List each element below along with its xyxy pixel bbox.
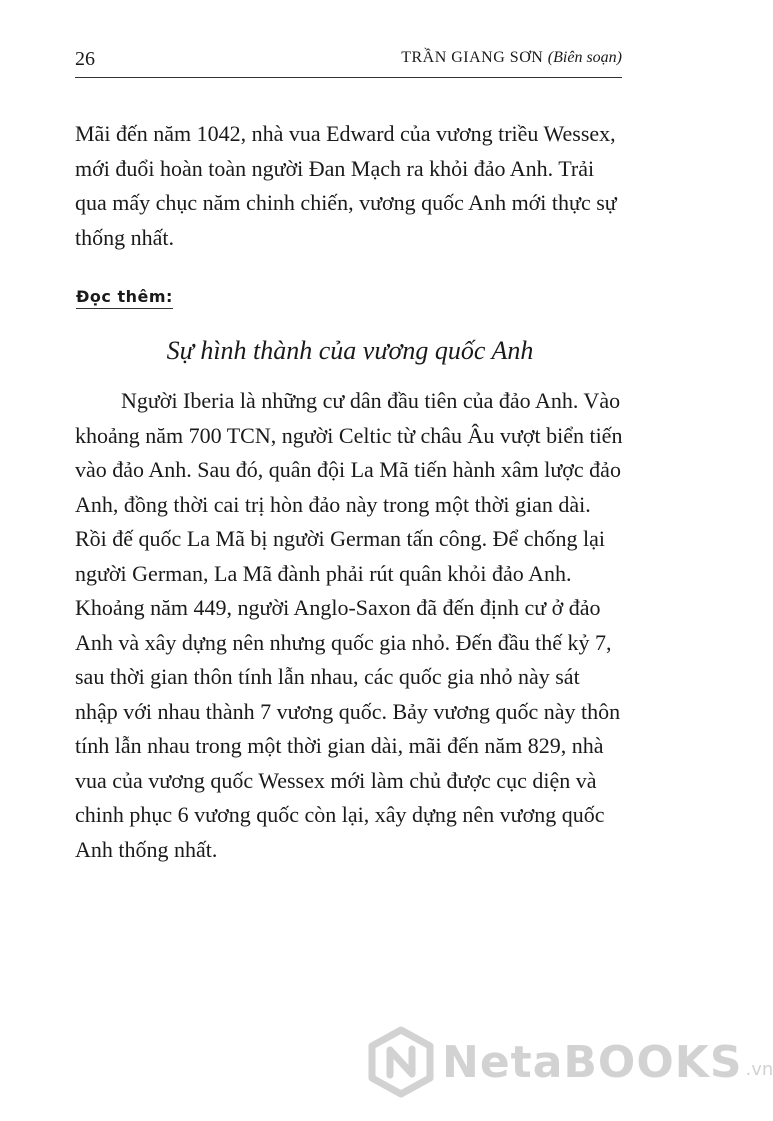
page-number: 26 [75, 48, 95, 70]
further-reading-label: Đọc thêm: [76, 287, 173, 309]
body-paragraph-2: Người Iberia là những cư dân đầu tiên của đảo Anh. Vào khoảng năm 700 TCN, người Celtic từ châu Âu vượt biển tiến vào đảo Anh. Sau đó, quân đội La Mã tiến hành xâm lược đảo Anh, đồng thời cai trị hòn đảo này trong một thời gian dài. Rồi đế quốc La Mã bị người German tấn công. Để chống lại người German, La Mã đành phải rút quân khỏi đảo Anh. Khoảng năm 449, người Anglo-Saxon đã đến định cư ở đảo Anh và xây dựng nên nhưng quốc gia nhỏ. Đến đầu thế kỷ 7, sau thời gian thôn tính lẫn nhau, các quốc gia nhỏ này sát nhập với nhau thành 7 vương quốc. Bảy vương quốc này thôn tính lẫn nhau trong một thời gian dài, mãi đến năm 829, nhà vua của vương quốc Wessex mới làm chủ được cục diện và chinh phục 6 vương quốc còn lại, xây dựng nên vương quốc Anh thống nhất. [75, 388, 623, 862]
section-title: Sự hình thành của vương quốc Anh [166, 336, 534, 365]
header-rule [75, 77, 622, 78]
author-role: (Biên soạn) [547, 49, 622, 66]
watermark-brand: NetaBOOKS [442, 1036, 743, 1088]
page-header [75, 48, 622, 78]
watermark-suffix: .vn [745, 1058, 773, 1080]
author-name: TRẦN GIANG SƠN [401, 49, 544, 66]
running-head [401, 49, 622, 67]
watermark [366, 1022, 773, 1102]
netabooks-logo-icon [366, 1027, 436, 1097]
body-paragraph-1: Mãi đến năm 1042, nhà vua Edward của vương triều Wessex, mới đuổi hoàn toàn người Đan Mạch ra khỏi đảo Anh. Trải qua mấy chục năm chinh chiến, vương quốc Anh mới thực sự thống nhất. [75, 121, 617, 250]
